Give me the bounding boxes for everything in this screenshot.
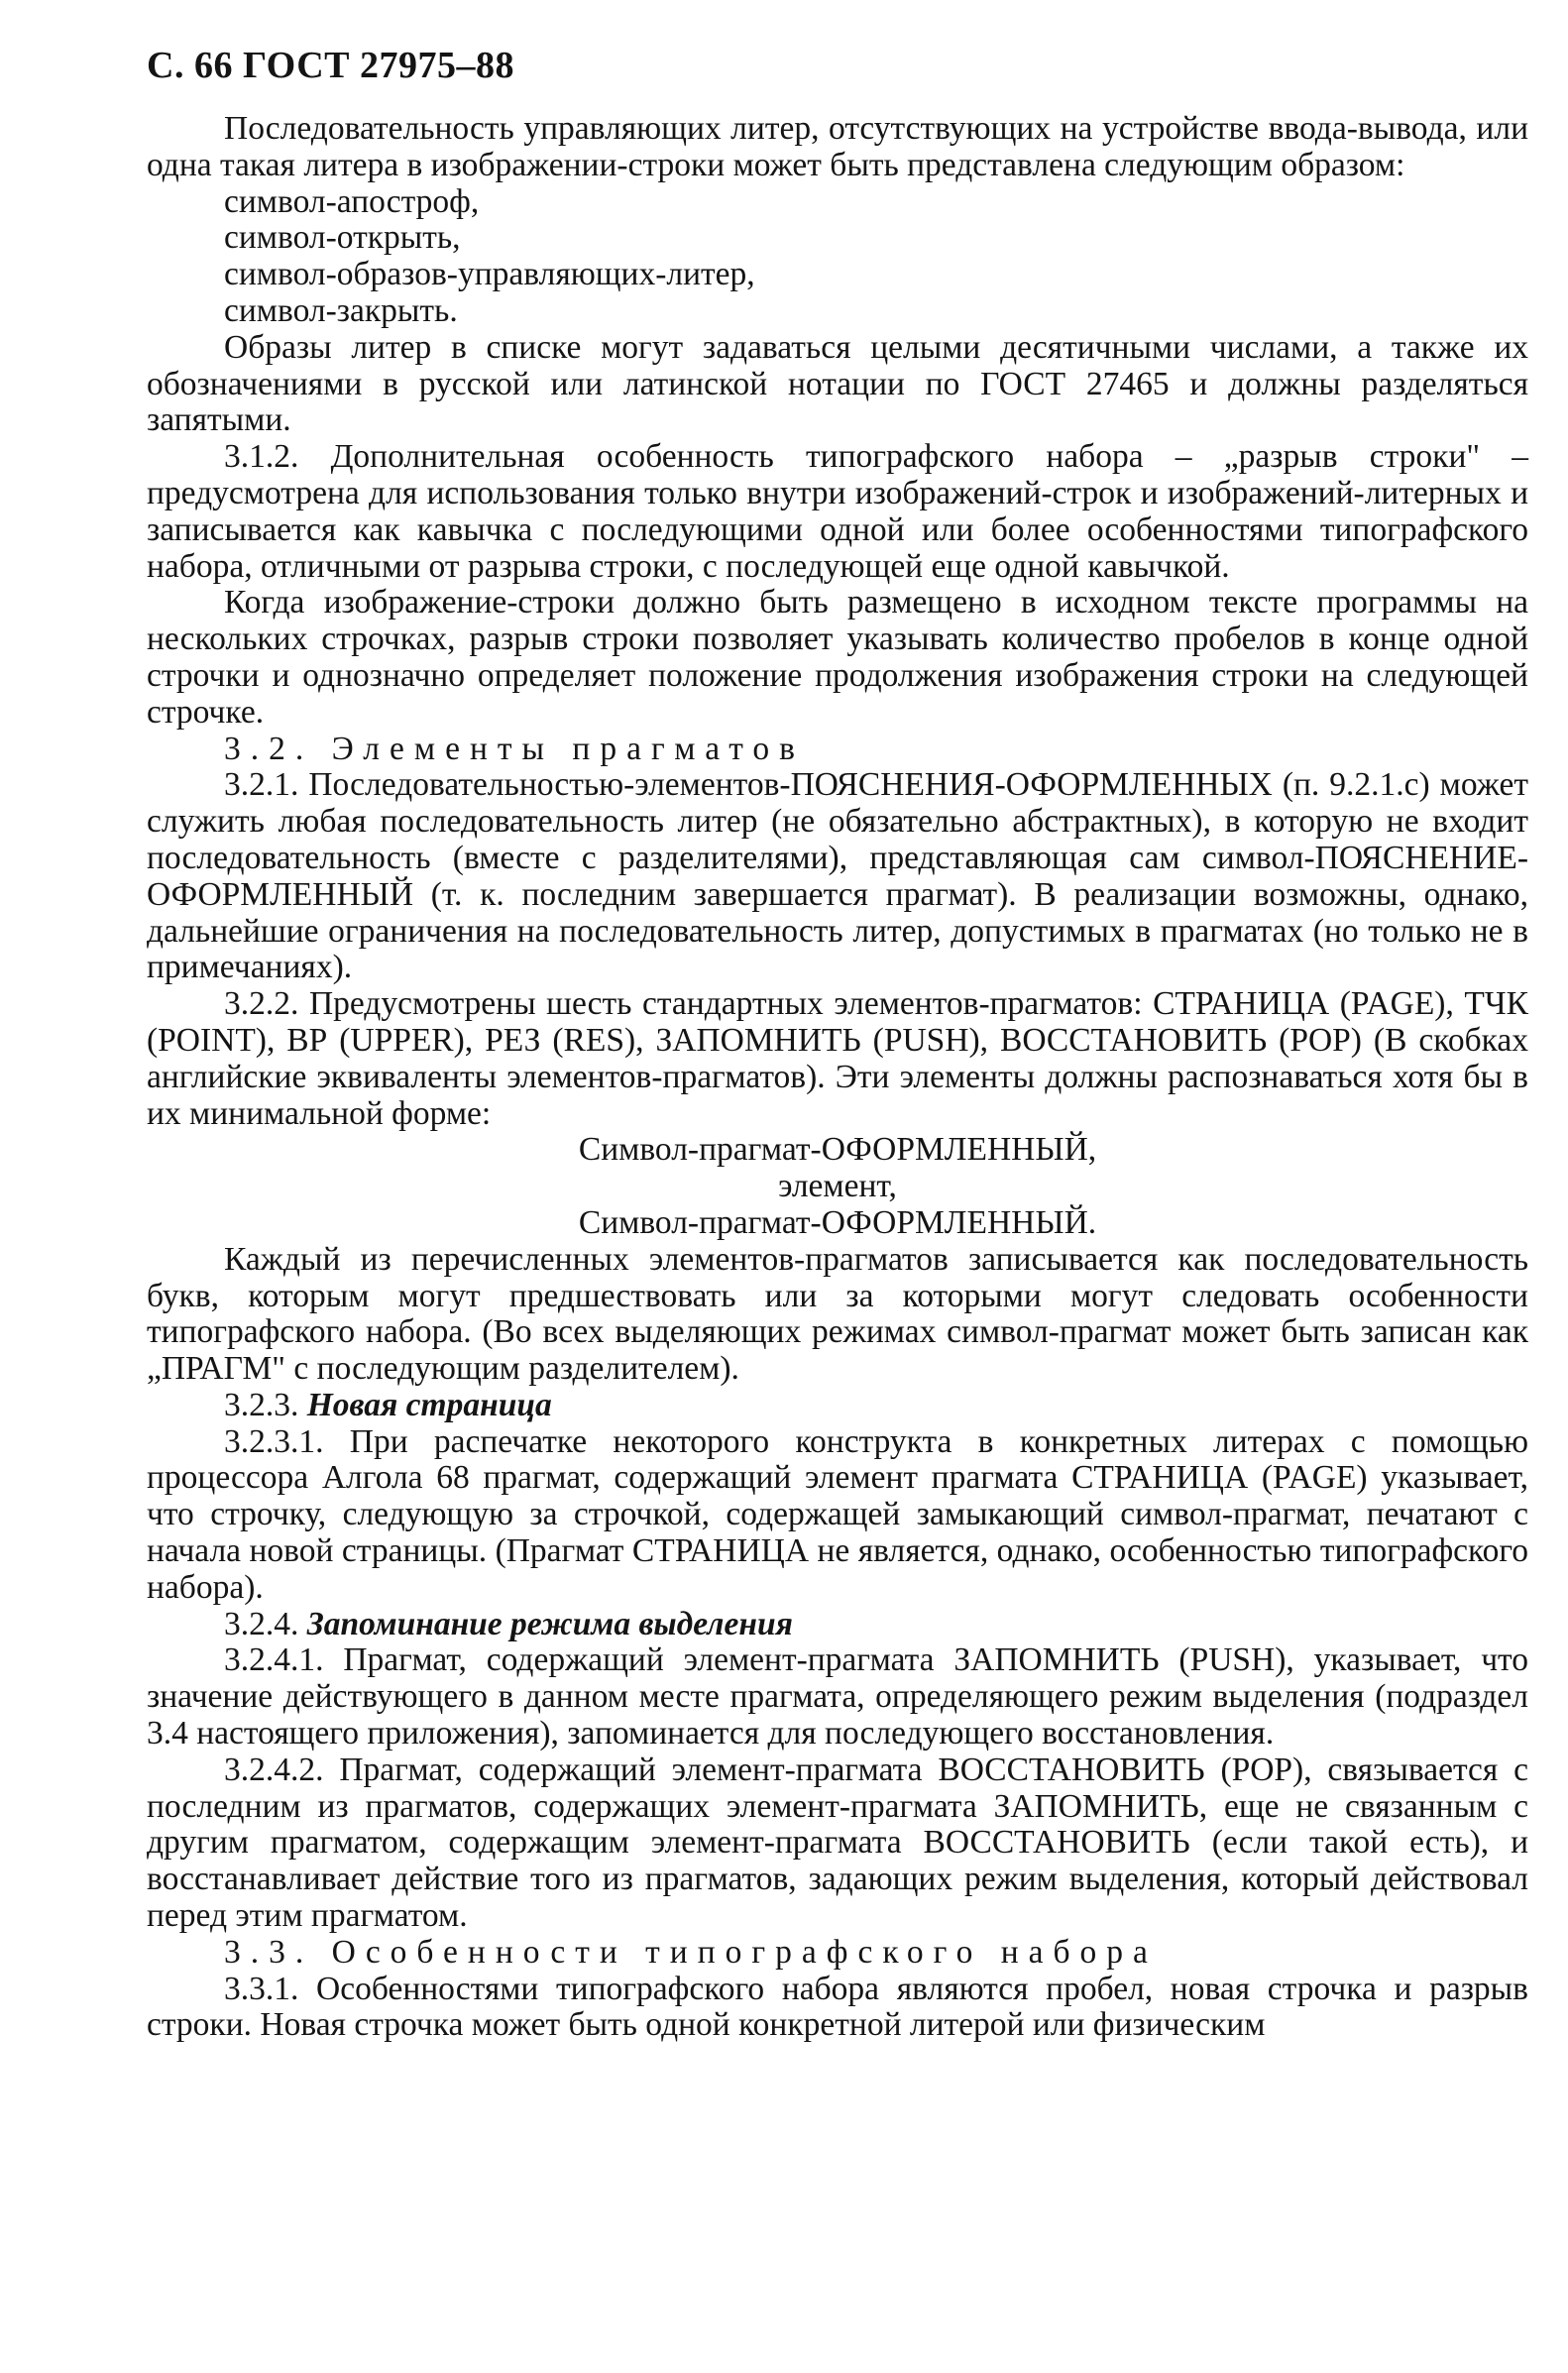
list-item: символ-открыть, [224,219,461,257]
list-item: символ-апостроф, [224,182,480,220]
formula-line: Символ-прагмат-ОФОРМЛЕННЫЙ. [578,1203,1097,1241]
paragraph: 3.1.2. Дополнительная особенность типографского набора – „разрыв строки" – предусмотрена для использования только внутри изображений-строк и изображений-литерных и записывается как кавычка с последующими одной или более особенностями типографского набора, отличными от разрыва строки, с последующей еще одной кавычкой. [147,438,1528,585]
paragraph: Последовательность управляющих литер, отсутствующих на устройстве ввода-вывода, или одна такая литера в изображении-строки может быть представлена следующим образом: [147,110,1528,183]
page-header: С. 66 ГОСТ 27975–88 [147,45,514,86]
paragraph: 3.2.4.2. Прагмат, содержащий элемент-прагмата ВОССТАНОВИТЬ (POP), связывается с последним из прагматов, содержащих элемент-прагмата ЗАПОМНИТЬ, еще не связанным с другим прагматом, содержащим элемент-прагмата ВОССТАНОВИТЬ (если такой есть), и восстанавливает действие того из прагматов, задающих режим выделения, который действовал перед этим прагматом. [147,1751,1528,1935]
list-item: символ-образов-управляющих-литер, [224,256,755,293]
subsection-heading [147,1607,1528,1643]
section-heading: 3.3. Особенности типографского набора [224,1933,1158,1971]
paragraph: 3.2.1. Последовательностью-элементов-ПОЯСНЕНИЯ-ОФОРМЛЕННЫХ (п. 9.2.1.с) может служить любая последовательность литер (не обязательно абстрактных), в которую не входит последовательность (вместе с разделителями), представляющая сам символ-ПОЯСНЕНИЕ-ОФОРМЛЕННЫЙ (т. к. последним завершается прагмат). В реализации возможны, однако, дальнейшие ограничения на последовательность литер, допустимых в прагматах (но только не в примечаниях). [147,766,1528,986]
section-heading: 3.2. Элементы прагматов [224,730,805,767]
subsection-heading [147,1388,1528,1424]
subsection-number: 3.2.3. [224,1386,307,1423]
subsection-title: Запоминание режима выделения [306,1605,793,1642]
paragraph: 3.3.1. Особенностями типографского набора являются пробел, новая строчка и разрыв строки. Новая строчка может быть одной конкретной литерой или физическим [147,1970,1528,2044]
paragraph: 3.2.2. Предусмотрены шесть стандартных элементов-прагматов: СТРАНИЦА (PAGE), ТЧК (POINT), ВР (UPPER), РЕЗ (RES), ЗАПОМНИТЬ (PUSH), ВОССТАНОВИТЬ (POP) (В скобках английские эквиваленты элементов-прагматов). Эти элементы должны распознаваться хотя бы в их минимальной форме: [147,985,1528,1132]
paragraph: Когда изображение-строки должно быть размещено в исходном тексте программы на нескольких строчках, разрыв строки позволяет указывать количество пробелов в конце одной строчки и однозначно определяет положение продолжения изображения строки на следующей строчке. [147,584,1528,731]
paragraph: Каждый из перечисленных элементов-прагматов записывается как последовательность букв, которым могут предшествовать или за которыми могут следовать особенности типографского набора. (Во всех выделяющих режимах символ-прагмат может быть записан как „ПРАГМ" с последующим разделителем). [147,1240,1528,1388]
paragraph: 3.2.4.1. Прагмат, содержащий элемент-прагмата ЗАПОМНИТЬ (PUSH), указывает, что значение действующего в данном месте прагмата, определяющего режим выделения (подраздел 3.4 настоящего приложения), запоминается для последующего восстановления. [147,1641,1528,1752]
formula-line: элемент, [778,1168,897,1205]
list-item: символ-закрыть. [224,291,458,329]
formula-line: Символ-прагмат-ОФОРМЛЕННЫЙ, [578,1131,1097,1169]
paragraph: 3.2.3.1. При распечатке некоторого конструкта в конкретных литерах с помощью процессора Алгола 68 прагмат, содержащий элемент прагмата СТРАНИЦА (PAGE) указывает, что строчку, следующую за строчкой, содержащей замыкающий символ-прагмат, печатают с начала новой страницы. (Прагмат СТРАНИЦА не является, однако, особенностью типографского набора). [147,1422,1528,1606]
document-page [147,44,1528,2044]
subsection-title: Новая страница [306,1386,552,1423]
paragraph: Образы литер в списке могут задаваться целыми десятичными числами, а также их обозначениями в русской или латинской нотации по ГОСТ 27465 и должны разделяться запятыми. [147,328,1528,439]
subsection-number: 3.2.4. [224,1605,307,1642]
